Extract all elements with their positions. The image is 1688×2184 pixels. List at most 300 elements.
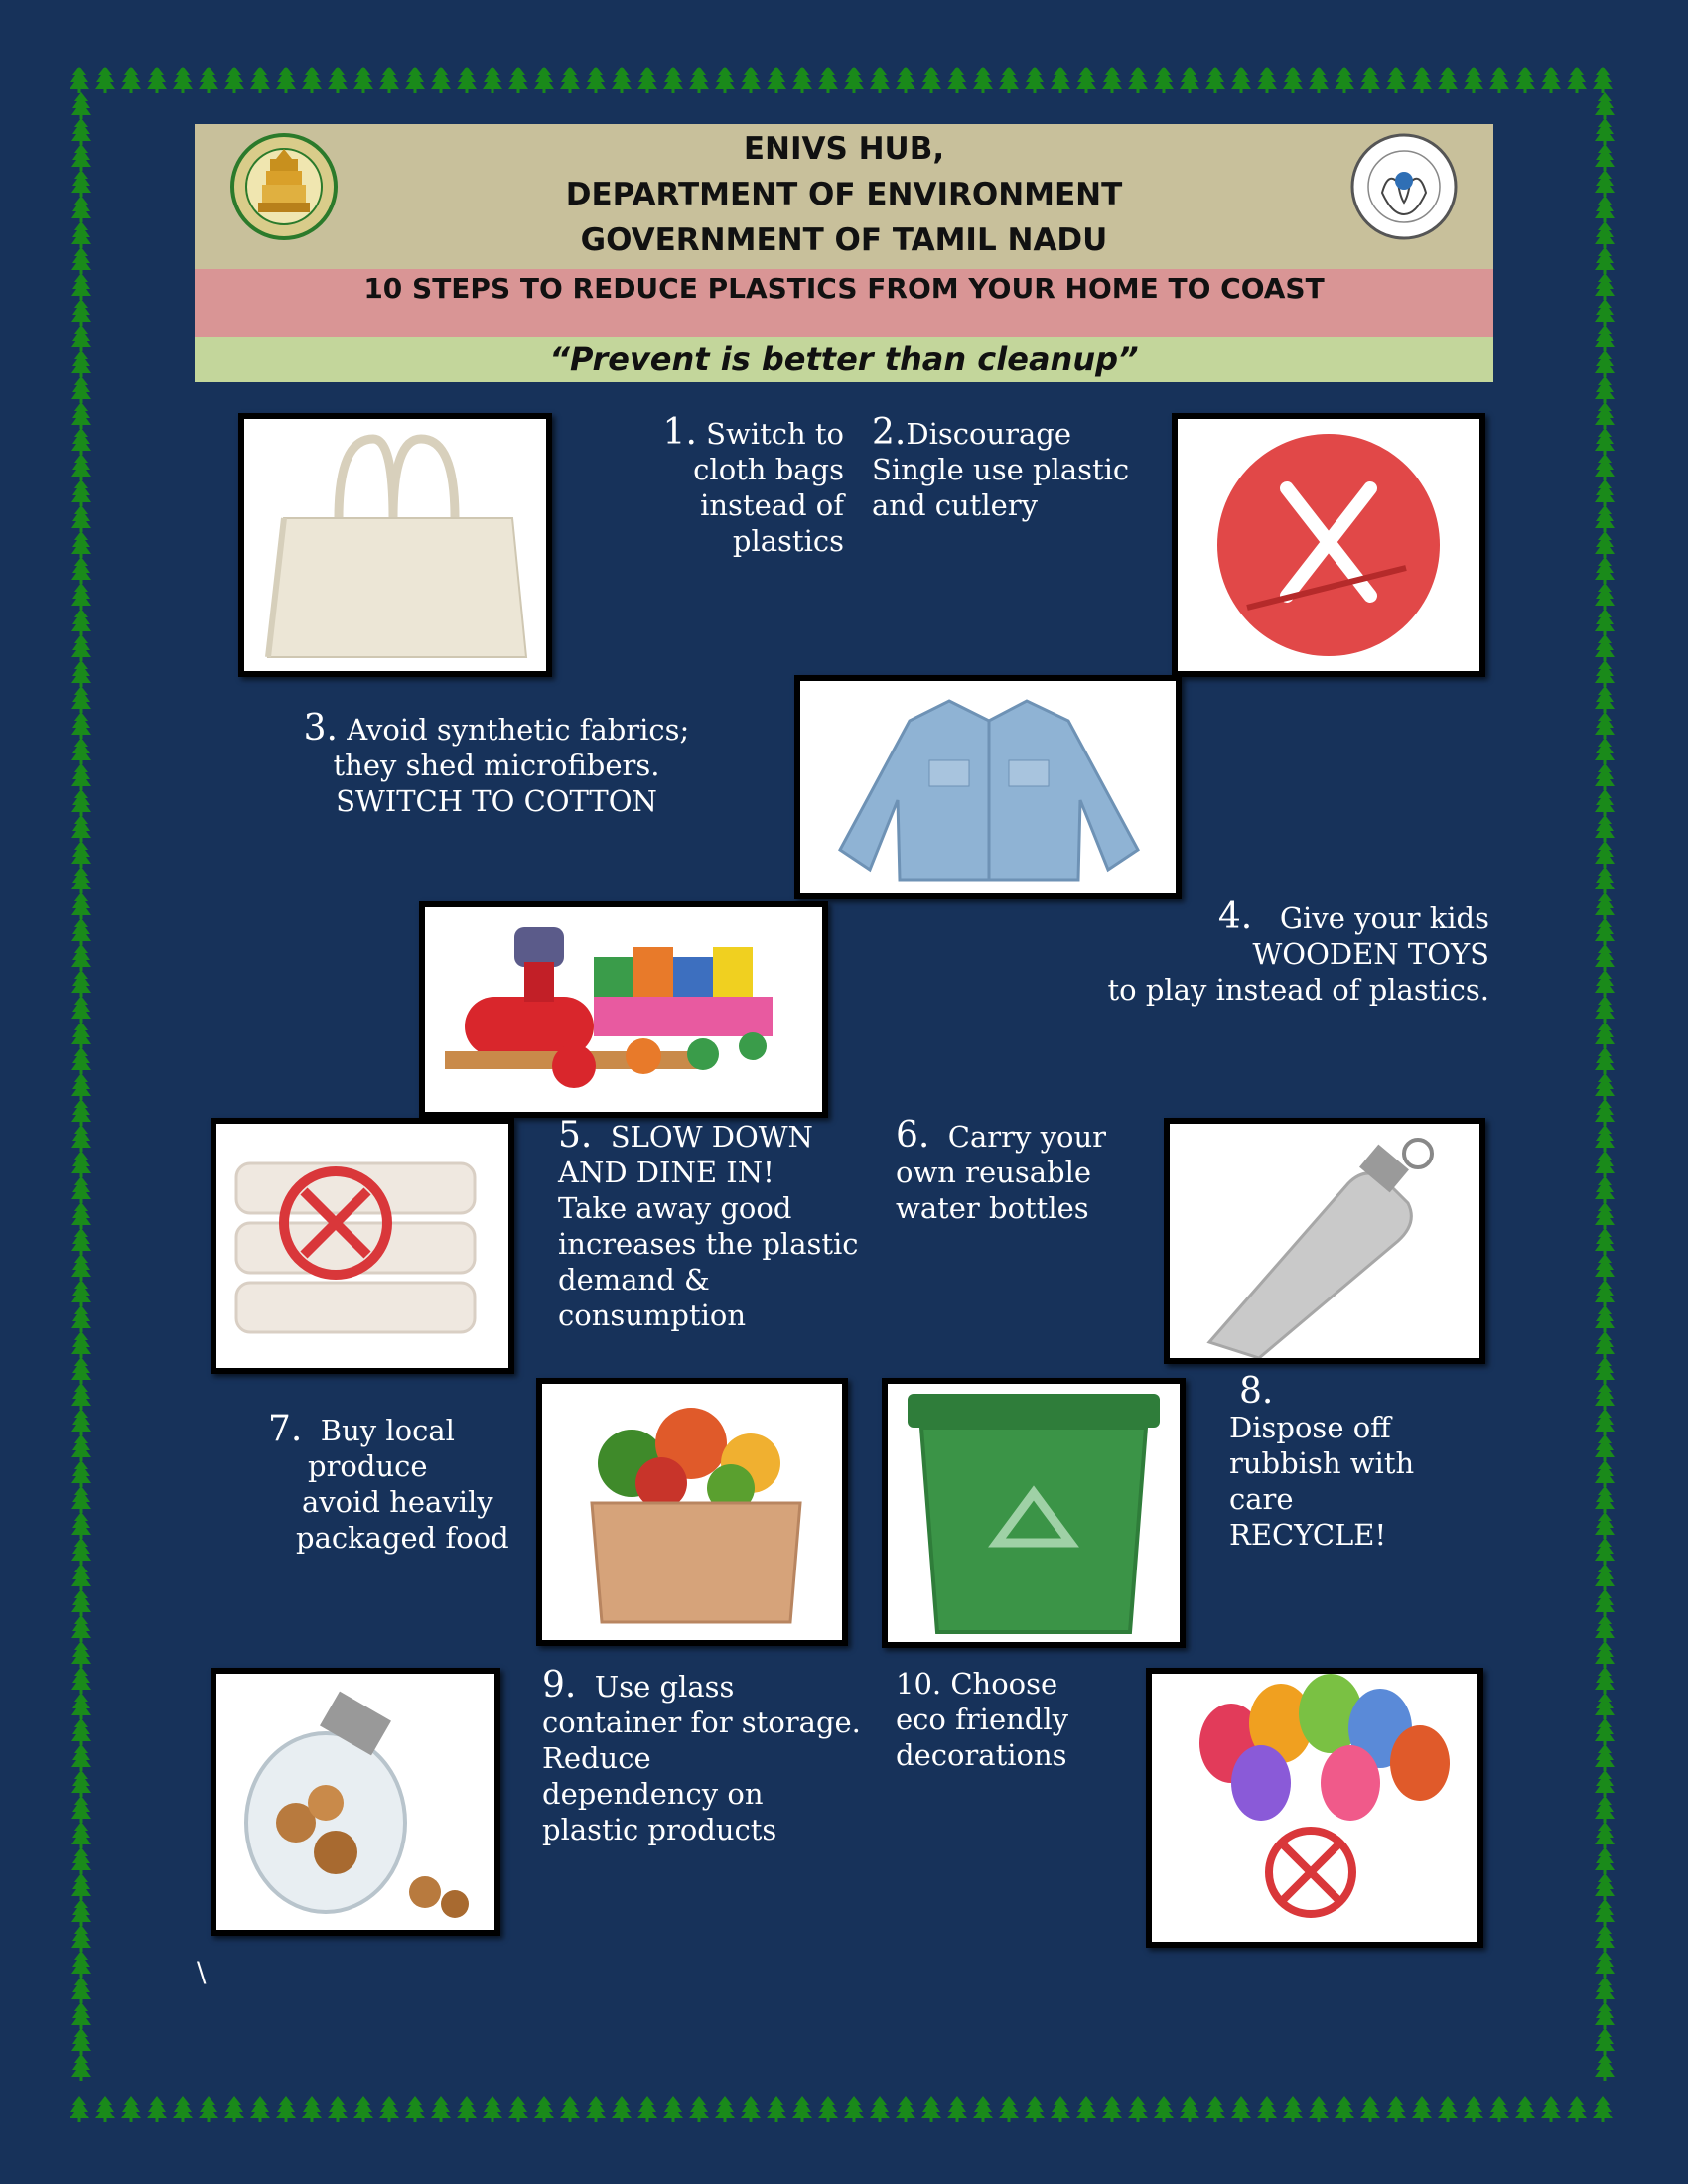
tree-border-icon: [508, 67, 528, 93]
tree-border-icon: [71, 609, 91, 635]
tree-border-icon: [1257, 67, 1277, 93]
tree-border-icon: [353, 67, 373, 93]
tree-border-icon: [1567, 2096, 1587, 2122]
step-5-number: 5.: [558, 1115, 593, 1156]
tree-border-icon: [973, 67, 993, 93]
step-3: [268, 708, 725, 819]
tree-border-icon: [637, 67, 657, 93]
tree-border-icon: [1595, 583, 1615, 610]
tree-border-icon: [71, 1951, 91, 1978]
tree-border-icon: [71, 583, 91, 610]
tree-border-icon: [71, 686, 91, 713]
tree-border-icon: [71, 1331, 91, 1358]
tree-border-icon: [1595, 505, 1615, 532]
tree-border-icon: [1595, 92, 1615, 119]
tree-border-icon: [1595, 1925, 1615, 1952]
vegetable-bag-icon: [542, 1384, 842, 1640]
tree-border-icon: [71, 1589, 91, 1616]
tree-border-icon: [71, 1073, 91, 1100]
tree-border-icon: [818, 67, 838, 93]
tree-border-icon: [483, 67, 502, 93]
tree-border-icon: [1231, 67, 1251, 93]
vegetable-bag-image: [536, 1378, 848, 1646]
tree-border-icon: [71, 1847, 91, 1874]
step-2-line-2: Single use plastic: [872, 453, 1130, 486]
tree-border-icon: [1595, 1254, 1615, 1281]
tree-border-icon: [276, 2096, 296, 2122]
step-5-line-3: Take away good: [558, 1191, 792, 1225]
tree-border-icon: [1076, 67, 1096, 93]
tree-border-icon: [921, 2096, 941, 2122]
step-5-line-2: AND DINE IN!: [558, 1156, 774, 1189]
tree-border-icon: [71, 1641, 91, 1668]
tree-border-icon: [71, 1047, 91, 1074]
tree-border-icon: [71, 531, 91, 558]
step-3-line-2: they shed microfibers.: [333, 749, 660, 782]
tree-border-icon: [560, 67, 580, 93]
glass-cookie-jar-image: [211, 1668, 500, 1936]
tree-border-icon: [1595, 1615, 1615, 1642]
tree-border-icon: [71, 1254, 91, 1281]
tree-border-icon: [999, 67, 1019, 93]
tree-border-icon: [71, 454, 91, 480]
tree-border-icon: [71, 247, 91, 274]
denim-jacket-icon: [800, 681, 1176, 893]
steel-water-bottle-image: [1164, 1118, 1485, 1364]
tree-border-icon: [792, 67, 812, 93]
tree-border-icon: [276, 67, 296, 93]
tree-border-icon: [767, 67, 786, 93]
tree-border-icon: [741, 67, 761, 93]
tree-border-icon: [921, 67, 941, 93]
tree-border-icon: [1412, 67, 1432, 93]
tree-border-icon: [612, 67, 632, 93]
tree-border-icon: [71, 170, 91, 197]
step-4-line-3: to play instead of plastics.: [1107, 973, 1489, 1007]
tree-border-icon: [1335, 2096, 1354, 2122]
tree-border-icon: [1464, 67, 1483, 93]
tree-border-icon: [1595, 1022, 1615, 1048]
tree-border-icon: [71, 1022, 91, 1048]
tree-border-icon: [71, 1486, 91, 1513]
tree-border-icon: [1595, 1873, 1615, 1900]
tree-border-icon: [71, 1280, 91, 1306]
tree-border-icon: [199, 67, 218, 93]
tree-border-icon: [1595, 221, 1615, 248]
tree-border-icon: [71, 1667, 91, 1694]
tree-border-icon: [1595, 763, 1615, 790]
tree-border-icon: [1464, 2096, 1483, 2122]
tree-border-icon: [121, 67, 141, 93]
step-9-line-2: container for storage.: [542, 1706, 861, 1739]
tree-border-icon: [1595, 1357, 1615, 1384]
tree-border-icon: [71, 1873, 91, 1900]
tree-border-icon: [1595, 970, 1615, 997]
wooden-toy-train-icon: [425, 907, 822, 1112]
tree-border-icon: [1360, 67, 1380, 93]
step-9-line-1: Use glass: [594, 1670, 735, 1704]
tree-border-icon: [71, 660, 91, 687]
tree-border-icon: [1595, 1099, 1615, 1126]
tree-border-icon: [1051, 2096, 1070, 2122]
tree-border-icon: [1154, 67, 1174, 93]
tree-border-icon: [1076, 2096, 1096, 2122]
tree-border-icon: [1360, 2096, 1380, 2122]
header: [195, 124, 1493, 382]
tree-border-icon: [302, 2096, 322, 2122]
tree-border-icon: [71, 118, 91, 145]
step-7-line-4: packaged food: [296, 1521, 509, 1555]
tree-border-icon: [1595, 325, 1615, 351]
step-8-line-3: care: [1229, 1482, 1294, 1516]
step-1-line-2: cloth bags: [693, 453, 844, 486]
tree-border-icon: [1025, 67, 1045, 93]
tree-border-icon: [71, 634, 91, 661]
tree-border-icon: [71, 1925, 91, 1952]
tree-border-icon: [741, 2096, 761, 2122]
tree-border-icon: [71, 789, 91, 816]
step-4-number: 4.: [1217, 896, 1253, 937]
tree-border-icon: [1595, 1409, 1615, 1435]
tree-border-icon: [1128, 2096, 1148, 2122]
tree-border-icon: [1595, 1176, 1615, 1203]
tree-border-icon: [1231, 2096, 1251, 2122]
step-7-number: 7.: [268, 1409, 303, 1449]
tree-border-icon: [71, 1460, 91, 1487]
tree-border-icon: [1595, 1305, 1615, 1332]
tree-border-icon: [1595, 712, 1615, 739]
tree-border-icon: [95, 2096, 115, 2122]
tree-border-icon: [1051, 67, 1070, 93]
step-7-line-2: produce: [308, 1449, 428, 1483]
tree-border-icon: [1595, 170, 1615, 197]
tree-border-icon: [71, 1383, 91, 1410]
tree-border-icon: [1595, 1564, 1615, 1590]
step-2-line-3: and cutlery: [872, 488, 1039, 522]
header-subtitle: 10 STEPS TO REDUCE PLASTICS FROM YOUR HOME TO COAST: [195, 269, 1493, 337]
step-7-line-3: avoid heavily: [302, 1485, 493, 1519]
tree-border-icon: [1595, 634, 1615, 661]
step-10-number: 10.: [896, 1667, 942, 1701]
step-6-line-2: own reusable: [896, 1156, 1092, 1189]
tree-border-icon: [1595, 2002, 1615, 2029]
tree-border-icon: [1438, 2096, 1458, 2122]
tree-border-icon: [71, 2002, 91, 2029]
tree-border-icon: [71, 1176, 91, 1203]
tree-border-icon: [71, 273, 91, 300]
tree-border-icon: [1489, 67, 1509, 93]
tree-border-icon: [1595, 1538, 1615, 1565]
step-10-line-1: Choose: [950, 1667, 1058, 1701]
footer-mark: \: [197, 1956, 207, 1988]
step-10: [896, 1666, 1134, 1773]
step-1-line-3: instead of: [700, 488, 844, 522]
tree-border-icon: [71, 1305, 91, 1332]
tree-border-icon: [224, 2096, 244, 2122]
tree-border-icon: [586, 2096, 606, 2122]
step-3-line-3: SWITCH TO COTTON: [336, 784, 657, 818]
tree-border-icon: [71, 738, 91, 764]
tree-border-icon: [1595, 1977, 1615, 2003]
tree-border-icon: [71, 1357, 91, 1384]
tree-border-icon: [1595, 273, 1615, 300]
tree-border-icon: [121, 2096, 141, 2122]
tree-border-icon: [1595, 609, 1615, 635]
tree-border-icon: [1595, 841, 1615, 868]
tree-border-icon: [1595, 479, 1615, 506]
tree-border-icon: [715, 67, 735, 93]
tree-border-icon: [224, 67, 244, 93]
tree-border-icon: [767, 2096, 786, 2122]
tree-border-icon: [1489, 2096, 1509, 2122]
tree-border-icon: [1595, 1228, 1615, 1255]
step-1: [556, 412, 844, 559]
tree-border-icon: [586, 67, 606, 93]
tree-border-icon: [1595, 1434, 1615, 1461]
tree-border-icon: [1595, 1822, 1615, 1848]
step-2: [872, 412, 1170, 523]
tree-border-icon: [71, 1202, 91, 1229]
tree-border-icon: [71, 996, 91, 1023]
tree-border-icon: [1257, 2096, 1277, 2122]
tree-border-icon: [71, 1615, 91, 1642]
tree-border-icon: [1102, 67, 1122, 93]
tree-border-icon: [1595, 918, 1615, 945]
recycle-bin-icon: [888, 1384, 1180, 1642]
tree-border-icon: [379, 67, 399, 93]
tree-border-icon: [71, 2054, 91, 2081]
tree-border-icon: [844, 2096, 864, 2122]
tree-border-icon: [1386, 67, 1406, 93]
tree-border-icon: [71, 1538, 91, 1565]
step-3-line-1: Avoid synthetic fabrics;: [347, 713, 690, 747]
tree-border-icon: [71, 1228, 91, 1255]
tree-border-icon: [71, 815, 91, 842]
step-10-line-2: eco friendly: [896, 1703, 1069, 1736]
step-6-line-1: Carry your: [947, 1120, 1106, 1154]
tree-border-icon: [947, 2096, 967, 2122]
no-balloons-icon: [1152, 1674, 1477, 1942]
tree-border-icon: [1595, 1847, 1615, 1874]
tree-border-icon: [1595, 247, 1615, 274]
tree-border-icon: [1595, 1667, 1615, 1694]
step-8-line-2: rubbish with: [1229, 1446, 1415, 1480]
tree-border-icon: [1595, 1202, 1615, 1229]
step-10-line-3: decorations: [896, 1738, 1067, 1772]
tree-border-icon: [999, 2096, 1019, 2122]
tree-border-icon: [1595, 867, 1615, 893]
tree-border-icon: [1595, 1486, 1615, 1513]
step-2-line-1: Discourage: [906, 417, 1072, 451]
step-9: [542, 1665, 880, 1847]
tree-border-icon: [1541, 67, 1561, 93]
tree-border-icon: [1541, 2096, 1561, 2122]
tree-border-icon: [1283, 2096, 1303, 2122]
tree-border-icon: [431, 2096, 451, 2122]
tree-border-icon: [1595, 1589, 1615, 1616]
step-5-line-4: increases the plastic: [558, 1227, 859, 1261]
tree-border-icon: [1595, 892, 1615, 919]
step-2-number: 2.: [872, 412, 907, 453]
header-line-1: ENIVS HUB,: [743, 131, 945, 167]
tree-border-icon: [1335, 67, 1354, 93]
tree-border-icon: [1595, 1383, 1615, 1410]
tree-border-icon: [250, 67, 270, 93]
tree-border-icon: [1128, 67, 1148, 93]
step-8-line-4: RECYCLE!: [1229, 1518, 1387, 1552]
step-8-number: 8.: [1239, 1371, 1274, 1412]
tree-border-icon: [1595, 1693, 1615, 1719]
tree-border-icon: [1595, 1796, 1615, 1823]
tree-border-icon: [1595, 815, 1615, 842]
step-5-line-1: SLOW DOWN: [610, 1120, 813, 1154]
tree-border-icon: [1102, 2096, 1122, 2122]
tree-border-icon: [71, 479, 91, 506]
tree-border-icon: [1180, 2096, 1199, 2122]
tree-border-icon: [870, 67, 890, 93]
tree-border-icon: [689, 2096, 709, 2122]
tree-border-icon: [1595, 1718, 1615, 1745]
header-line-2: DEPARTMENT OF ENVIRONMENT: [565, 177, 1123, 212]
tree-border-icon: [71, 918, 91, 945]
tree-border-icon: [1595, 531, 1615, 558]
step-7-line-1: Buy local: [320, 1414, 455, 1447]
tree-border-icon: [95, 67, 115, 93]
tree-border-icon: [715, 2096, 735, 2122]
tamil-nadu-emblem-icon: [228, 131, 340, 242]
tree-border-icon: [1595, 1770, 1615, 1797]
tree-border-icon: [1515, 2096, 1535, 2122]
header-tagline: “Prevent is better than cleanup”: [195, 337, 1493, 382]
wooden-toy-train-image: [419, 901, 828, 1118]
tree-border-icon: [1595, 789, 1615, 816]
tree-border-icon: [70, 2096, 89, 2122]
tree-border-icon: [71, 2028, 91, 2055]
step-4: [1053, 896, 1489, 1008]
tree-border-icon: [71, 144, 91, 171]
tree-border-icon: [663, 2096, 683, 2122]
tree-border-icon: [1595, 144, 1615, 171]
tree-border-icon: [71, 1099, 91, 1126]
tree-border-icon: [1595, 454, 1615, 480]
tree-border-icon: [70, 67, 89, 93]
tree-border-icon: [173, 2096, 193, 2122]
tree-border-icon: [71, 712, 91, 739]
tree-border-icon: [71, 1822, 91, 1848]
step-6-line-3: water bottles: [896, 1191, 1089, 1225]
tree-border-icon: [637, 2096, 657, 2122]
tree-border-icon: [405, 67, 425, 93]
tree-border-icon: [1595, 196, 1615, 222]
tree-border-icon: [818, 2096, 838, 2122]
tree-border-icon: [689, 67, 709, 93]
tree-border-icon: [71, 92, 91, 119]
step-5-line-6: consumption: [558, 1298, 747, 1332]
tree-border-icon: [1595, 1331, 1615, 1358]
tree-border-icon: [71, 1693, 91, 1719]
tree-border-icon: [71, 1151, 91, 1177]
no-plastic-cutlery-image: [1172, 413, 1485, 677]
tree-border-icon: [328, 67, 348, 93]
tree-border-icon: [1595, 1047, 1615, 1074]
tree-border-icon: [947, 67, 967, 93]
tree-border-icon: [1595, 118, 1615, 145]
tree-border-icon: [1595, 2028, 1615, 2055]
tree-border-icon: [71, 1564, 91, 1590]
tree-border-icon: [1595, 1073, 1615, 1100]
tree-border-icon: [71, 299, 91, 326]
tree-border-icon: [71, 1899, 91, 1926]
tree-border-icon: [1205, 2096, 1225, 2122]
tree-border-icon: [1595, 402, 1615, 429]
tree-border-icon: [71, 892, 91, 919]
step-1-line-1: Switch to: [706, 417, 844, 451]
tree-border-icon: [71, 944, 91, 971]
step-9-number: 9.: [542, 1665, 577, 1706]
cloth-bag-icon: [244, 419, 546, 671]
step-5-line-5: demand &: [558, 1263, 710, 1297]
tree-border-icon: [1595, 557, 1615, 584]
tree-border-icon: [71, 1434, 91, 1461]
tree-border-icon: [71, 325, 91, 351]
step-6: [896, 1115, 1154, 1226]
tree-border-icon: [1283, 67, 1303, 93]
step-4-line-2: WOODEN TOYS: [1252, 937, 1489, 971]
step-8-line-1: Dispose off: [1229, 1411, 1391, 1444]
tree-border-icon: [1205, 67, 1225, 93]
tree-border-icon: [1595, 738, 1615, 764]
tree-border-icon: [431, 67, 451, 93]
denim-jacket-image: [794, 675, 1182, 899]
header-title-block: [195, 124, 1493, 269]
tree-border-icon: [896, 67, 915, 93]
tree-border-icon: [483, 2096, 502, 2122]
tree-border-icon: [534, 2096, 554, 2122]
tree-border-icon: [71, 1512, 91, 1539]
tree-border-icon: [1595, 1151, 1615, 1177]
tree-border-icon: [147, 2096, 167, 2122]
tree-border-icon: [1595, 1951, 1615, 1978]
tree-border-icon: [457, 2096, 477, 2122]
tree-border-icon: [1595, 1744, 1615, 1771]
tree-border-icon: [302, 67, 322, 93]
tree-border-icon: [844, 67, 864, 93]
tree-border-icon: [1595, 1125, 1615, 1152]
tree-border-icon: [1595, 1899, 1615, 1926]
tree-border-icon: [1412, 2096, 1432, 2122]
step-7: [268, 1409, 526, 1556]
tree-border-icon: [1595, 660, 1615, 687]
tree-border-icon: [71, 1409, 91, 1435]
tree-border-icon: [71, 196, 91, 222]
tree-border-icon: [147, 67, 167, 93]
tree-border-icon: [71, 428, 91, 455]
tree-border-icon: [508, 2096, 528, 2122]
tree-border-icon: [1595, 428, 1615, 455]
no-takeaway-container-icon: [216, 1124, 508, 1368]
tree-border-icon: [870, 2096, 890, 2122]
tree-border-icon: [1567, 67, 1587, 93]
tree-border-icon: [1180, 67, 1199, 93]
tree-border-icon: [1386, 2096, 1406, 2122]
tree-border-icon: [71, 1796, 91, 1823]
tree-border-icon: [1595, 376, 1615, 403]
tree-border-icon: [71, 1125, 91, 1152]
tree-border-icon: [1438, 67, 1458, 93]
tree-border-icon: [71, 221, 91, 248]
tree-border-icon: [1154, 2096, 1174, 2122]
tree-border-icon: [973, 2096, 993, 2122]
